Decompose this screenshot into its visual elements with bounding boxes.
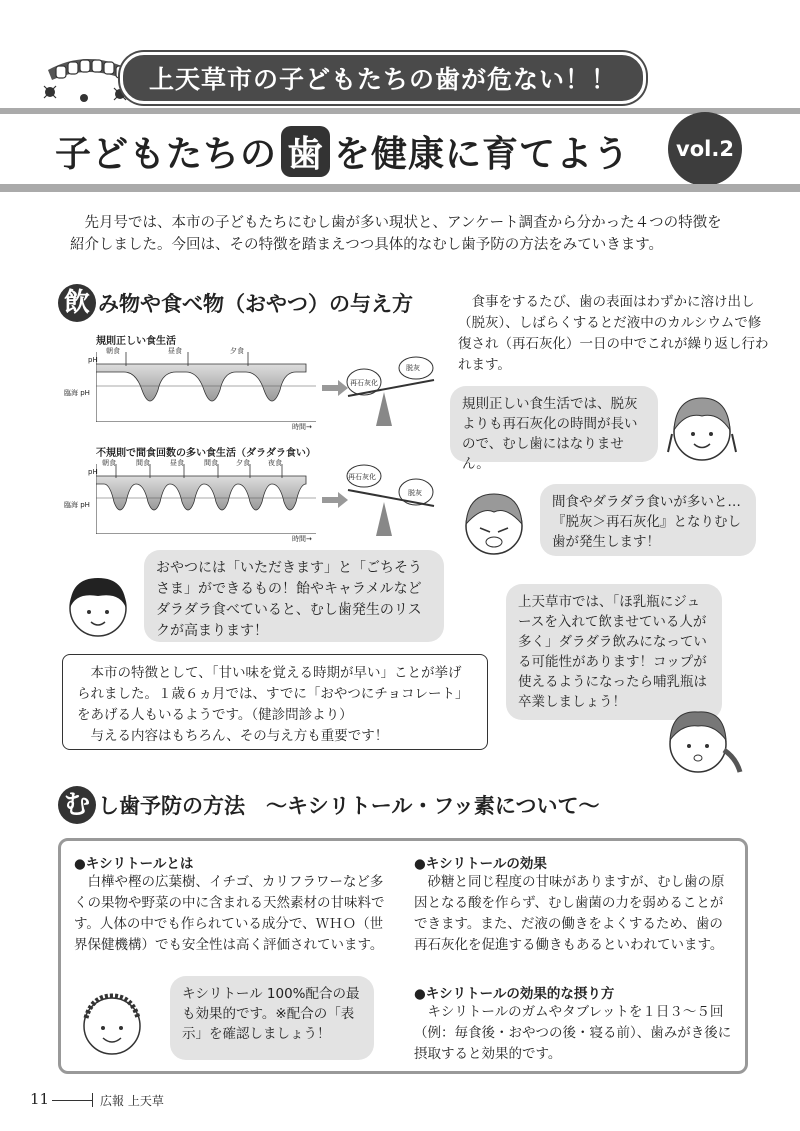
effect-heading: ●キシリトールの効果 [414,856,547,872]
title-pre: 子どもたちの [55,134,278,175]
section1-title [58,284,413,322]
girl-smiling-icon [664,388,740,468]
publication-name: 広報 上天草 [100,1094,164,1108]
graph-irregular-ylabel: pH [88,468,98,476]
volume-badge: vol.2 [668,112,742,186]
graph-irregular-meal-2: 間食 [136,459,150,467]
header-divider-bottom [0,184,800,192]
graph-irregular-title: 不規則で間食回数の多い食生活（ダラダラ食い） [96,448,316,459]
graph-regular-meal-2: 昼食 [168,347,182,355]
graph-irregular-xlabel: 時間→ [292,535,312,543]
title-kanji: 歯 [281,126,330,177]
graph-irregular-critical: 臨海 pH [64,501,90,509]
graph-irregular-meal-4: 間食 [204,459,218,467]
balance-demin-1: 脱灰 [406,364,420,372]
balance-demin-2: 脱灰 [408,489,422,497]
section2-title [58,786,599,824]
graph-irregular-meal-1: 朝食 [102,459,116,467]
usage-text: キシリトールのガムやタブレットを１日３～５回（例：毎食後・おやつの後・寝る前）、歯みがき後に摂取すると効果的です。 [414,1004,732,1062]
section2-title-text: し歯予防の方法 ～キシリトール・フッ素について～ [98,794,600,818]
feature-box-text: 本市の特徴として、「甘い味を覚える時期が早い」ことが挙げられました。１歳６ヵ月では、すでに「おやつにチョコレート」をあげる人もいるようです。（健診問診より） [77,665,469,723]
xylitol-heading: ●キシリトールとは [74,856,194,872]
footer-bar [92,1093,93,1107]
bubble-snacking: 間食やダラダラ食いが多いと…『脱灰＞再石灰化』となりむし歯が発生します！ [540,484,756,556]
graph-irregular-meal-5: 夕食 [236,459,250,467]
graph-regular-ylabel: pH [88,356,98,364]
bubble-oyatsu: おやつには「いただきます」と「ごちそうさま」ができるもの！飴やキャラメルなどダラダラ食べていると、むし歯発生のリスクが高まります！ [144,550,444,642]
child-smile-icon [72,984,152,1060]
xylitol-text: 白樺や樫の広葉樹、イチゴ、カリフラワーなど多くの果物や野菜の中に含まれる天然素材の甘味料です。人体の中でも作られている成分で、ＷＨＯ（世界保健機構）でも安全性は高く評価されています。 [74,874,385,953]
page-title [55,126,630,177]
graph-irregular-meal-3: 昼食 [170,459,184,467]
section2-initial: む [58,786,96,824]
section1-title-text: み物や食べ物（おやつ）の与え方 [98,292,413,316]
section1-initial: 飲 [58,284,96,322]
graph-regular-title: 規則正しい食生活 [96,336,176,347]
crying-child-icon [456,486,532,562]
graph-regular-meal-1: 朝食 [106,347,120,355]
bubble-bottle: 上天草市では、「ほ乳瓶にジュースを入れて飲ませている人が多く」ダラダラ飲みになっている可能性があります！コップが使えるようになったら哺乳瓶は卒業しましょう！ [506,584,722,720]
bubble-regular-diet: 規則正しい食生活では、脱灰よりも再石灰化の時間が長いので、むし歯にはなりません。 [450,386,658,462]
feature-box [62,654,488,750]
graph-regular-critical: 臨海 pH [64,389,90,397]
header-banner: 上天草市の子どもたちの歯が危ない！！ [120,52,646,104]
girl-braids-icon [658,700,744,780]
graph-irregular-meal-6: 夜食 [268,459,282,467]
page-number: 11 [30,1090,50,1108]
graph-regular-xlabel: 時間→ [292,423,312,431]
graph-irregular-curve [96,464,316,534]
demineralization-explanation: 食事をするたび、歯の表面はわずかに溶け出し（脱灰）、しばらくするとだ液中のカルシウムで修復され（再石灰化）一日の中でこれが繰り返し行われます。 [458,294,769,373]
graph-regular-curve [96,352,316,422]
effect-text: 砂糖と同じ程度の甘味がありますが、むし歯の原因となる酸を作らず、むし歯菌の力を弱めることができます。また、だ液の働きをよくするため、歯の再石灰化を促進する働きもあるといわれています。 [414,874,725,953]
intro-text: 先月号では、本市の子どもたちにむし歯が多い現状と、アンケート調査から分かった４つの特徴を紹介しました。今回は、その特徴を踏まえつつ具体的なむし歯予防の方法をみていきます。 [70,215,722,253]
title-post: を健康に育てよう [334,134,631,175]
boy-face-icon [60,570,136,640]
footer-rule [52,1100,92,1101]
usage-heading: ●キシリトールの効果的な摂り方 [414,986,615,1002]
header-divider-top [0,108,800,114]
xylitol-tip-bubble: キシリトール 100%配合の最も効果的です。※配合の「表示」を確認しましょう！ [170,976,374,1060]
feature-box-emphasis: 与える内容はもちろん、その与え方も重要です！ [90,728,389,744]
balance-remin-1: 再石灰化 [350,379,378,387]
balance-scale-icon [342,352,442,428]
graph-regular-meal-3: 夕食 [230,347,244,355]
balance-remin-2: 再石灰化 [348,473,376,481]
